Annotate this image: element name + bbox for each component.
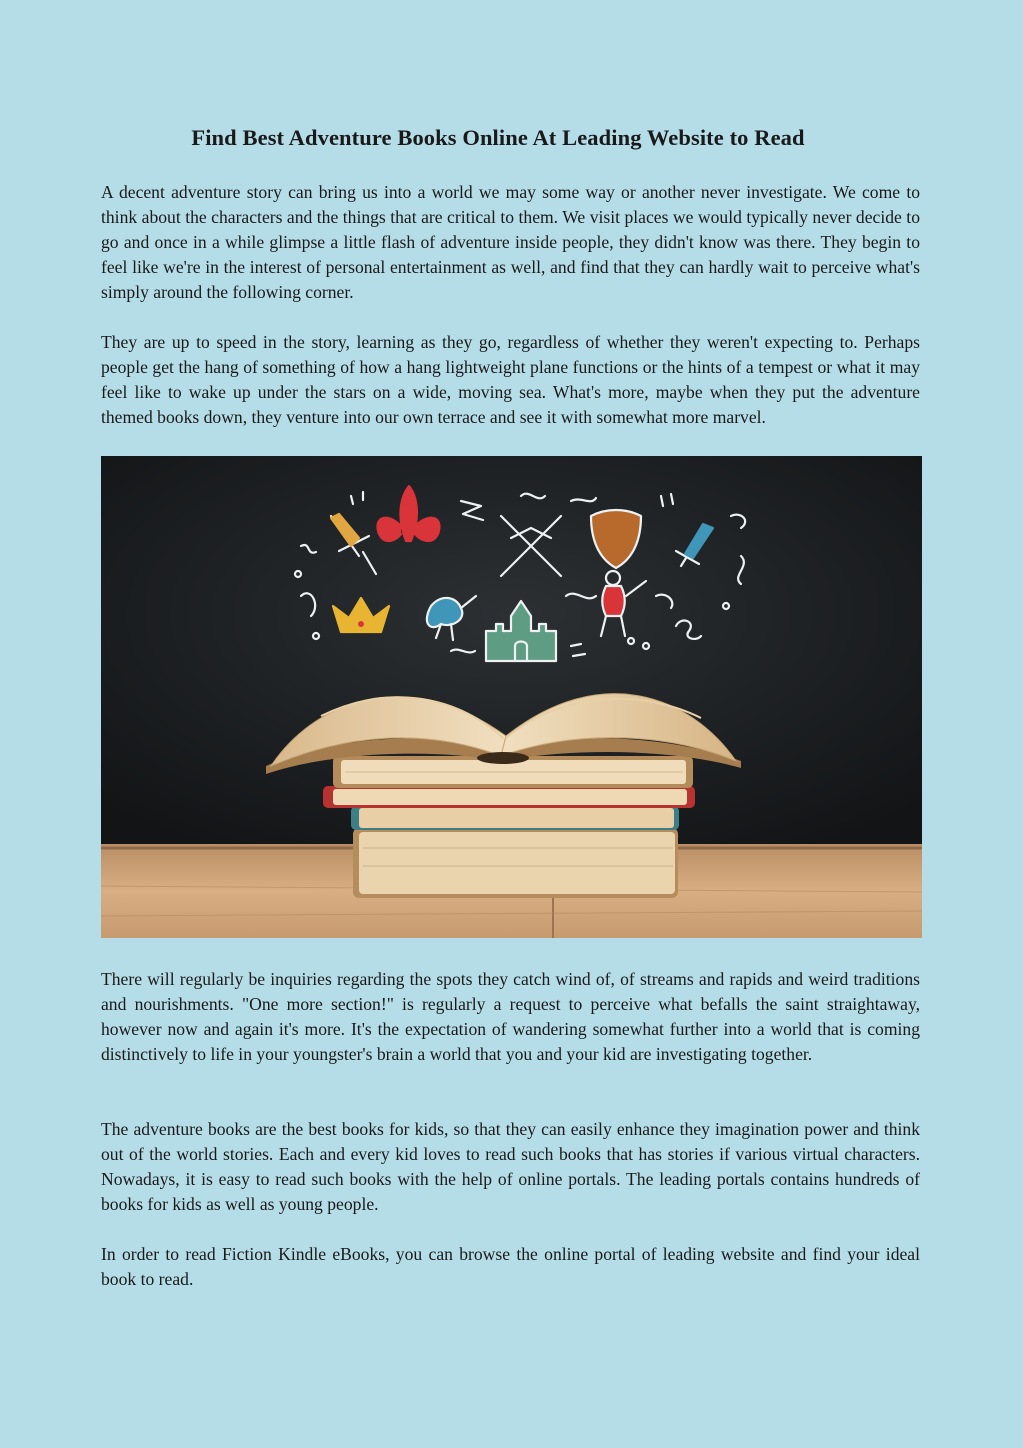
paragraph-5: In order to read Fiction Kindle eBooks, you can browse the online portal of leading website and find your ideal book to read.: [101, 1244, 920, 1289]
page-title: Find Best Adventure Books Online At Leading Website to Read: [191, 125, 805, 150]
paragraph-3: There will regularly be inquiries regarding the spots they catch wind of, of streams and rapids and weird traditions and nourishments. "One more section!" is regularly a request to perceive what befalls the saint straightaway, however now and again it's more. It's the expectation of wandering somewhat further into a world that is coming distinctively to life in your youngster's brain a world that you and your kid are investigating together.: [101, 969, 920, 1064]
open-book-chalkboard-illustration: [101, 456, 922, 938]
paragraph-2: They are up to speed in the story, learning as they go, regardless of whether they weren't expecting to. Perhaps people get the hang of something of how a hang lightweight plane functions or the hints of a tempest or what it may feel like to wake up under the stars on a wide, moving sea. What's more, maybe when they put the adventure themed books down, they venture into our own terrace and see it with somewhat more marvel.: [101, 332, 920, 427]
paragraph-4: The adventure books are the best books for kids, so that they can easily enhance they imagination power and think out of the world stories. Each and every kid loves to read such books that has stories if various virtual characters. Nowadays, it is easy to read such books with the help of online portals. The leading portals contains hundreds of books for kids as well as young people.: [101, 1119, 920, 1214]
paragraph-1: A decent adventure story can bring us into a world we may some way or another never investigate. We come to think about the characters and the things that are critical to them. We visit places we would typically never decide to go and once in a while glimpse a little flash of adventure inside people, they didn't know was there. They begin to feel like we're in the interest of personal entertainment as well, and find that they can hardly wait to perceive what's simply around the following corner.: [101, 182, 920, 302]
